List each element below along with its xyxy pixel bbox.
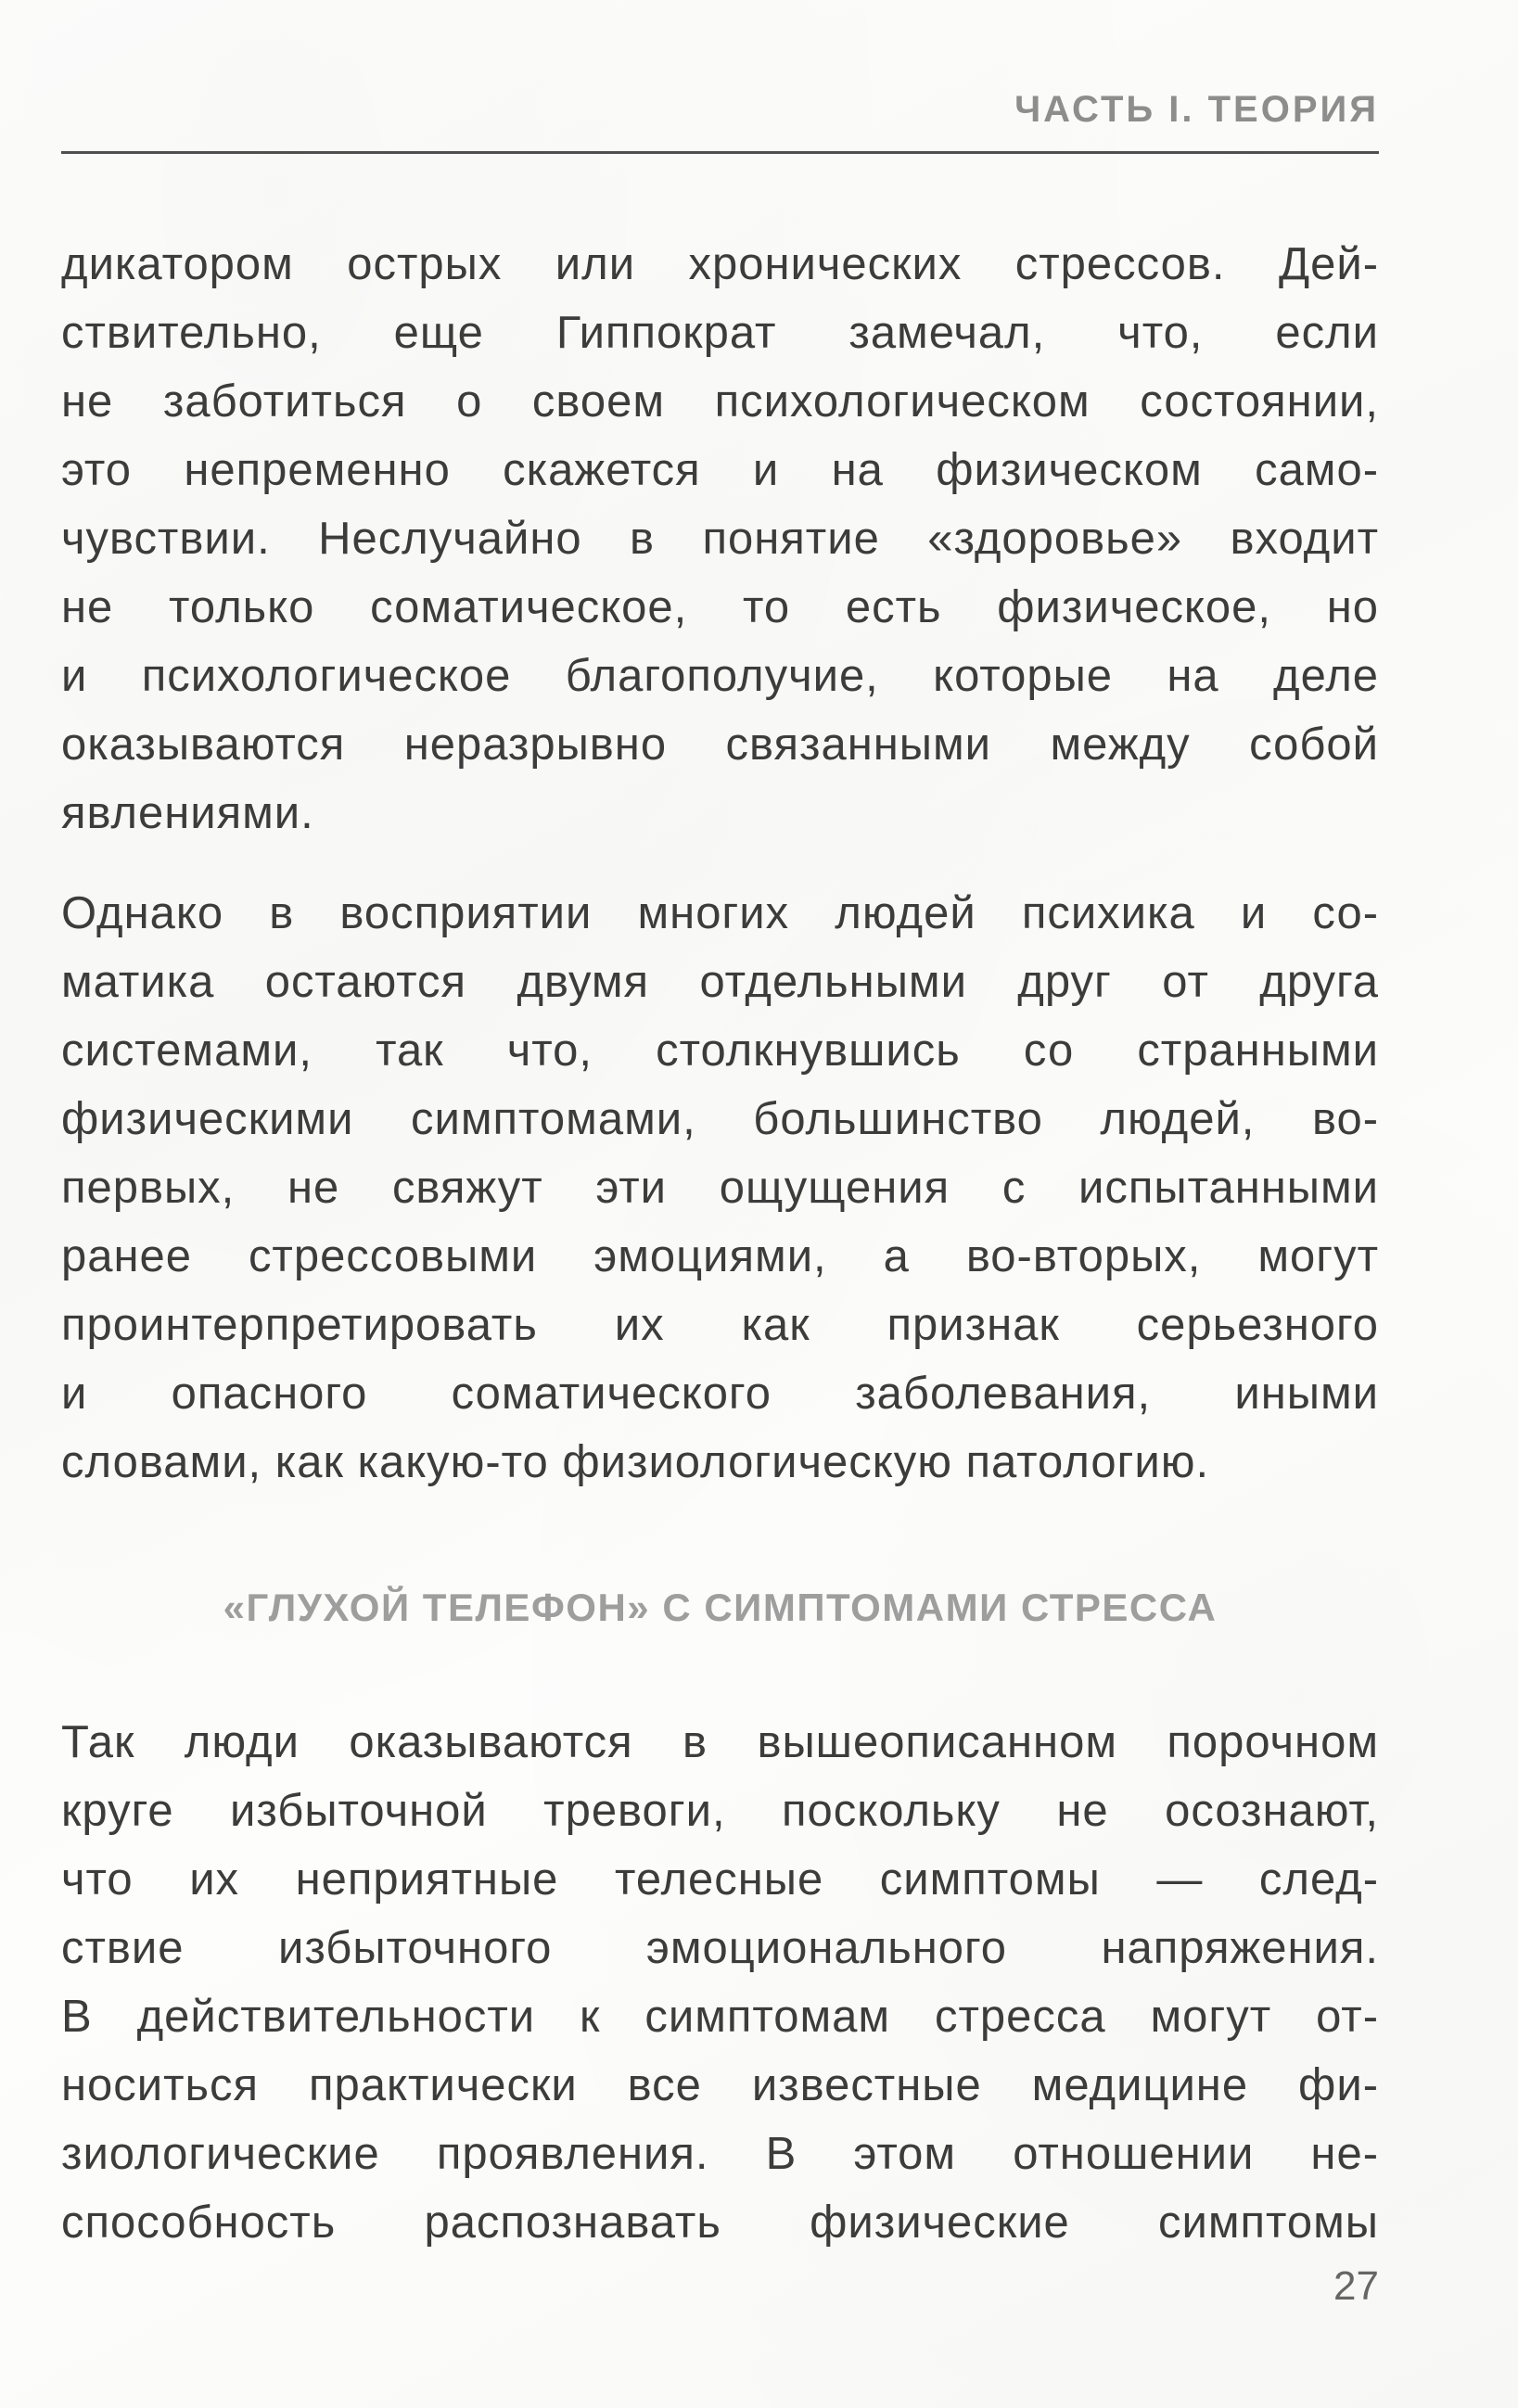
paragraph: [61, 230, 1379, 847]
text-line: не заботиться о своем психологическом состоянии,: [61, 376, 1379, 427]
text-line: и опасного соматического заболевания, иными: [61, 1369, 1379, 1419]
text-line: круге избыточной тревоги, поскольку не осознают,: [61, 1786, 1379, 1836]
running-header: [61, 89, 1379, 154]
text-line: проинтерпретировать их как признак серьезного: [61, 1300, 1379, 1350]
text-line: что их неприятные телесные симптомы — след-: [61, 1854, 1379, 1905]
text-line: не только соматическое, то есть физическое, но: [61, 582, 1379, 632]
running-header-title: ЧАСТЬ I. ТЕОРИЯ: [1014, 89, 1379, 130]
text-line: ствительно, еще Гиппократ замечал, что, если: [61, 308, 1379, 358]
text-line: Однако в восприятии многих людей психика и со-: [61, 888, 1379, 938]
text-line: дикатором острых или хронических стрессов. Дей-: [61, 239, 1379, 289]
text-line: ствие избыточного эмоционального напряжения.: [61, 1923, 1379, 1973]
text-line: первых, не свяжут эти ощущения с испытанными: [61, 1163, 1379, 1213]
text-line: явлениями.: [61, 788, 314, 838]
text-line: чувствии. Неслучайно в понятие «здоровье» входит: [61, 514, 1379, 564]
paragraph: [61, 879, 1379, 1497]
section-heading: «ГЛУХОЙ ТЕЛЕФОН» С СИМПТОМАМИ СТРЕССА: [223, 1586, 1218, 1629]
text-line: способность распознавать физические симптомы: [61, 2198, 1379, 2248]
text-line: В действительности к симптомам стресса могут от-: [61, 1992, 1379, 2042]
text-line: словами, как какую-то физиологическую патологию.: [61, 1437, 1210, 1487]
page-body: [61, 230, 1379, 2257]
header-divider: [61, 151, 1379, 154]
text-line: это непременно скажется и на физическом само-: [61, 445, 1379, 495]
text-line: оказываются неразрывно связанными между собой: [61, 720, 1379, 770]
text-line: зиологические проявления. В этом отношении не-: [61, 2129, 1379, 2179]
text-line: и психологическое благополучие, которые на деле: [61, 651, 1379, 701]
text-line: носиться практически все известные медицине фи-: [61, 2060, 1379, 2110]
paragraph: [61, 1708, 1379, 2257]
page-number: 27: [1333, 2263, 1379, 2309]
text-line: ранее стрессовыми эмоциями, а во-вторых, могут: [61, 1231, 1379, 1281]
text-line: Так люди оказываются в вышеописанном порочном: [61, 1717, 1379, 1767]
text-line: системами, так что, столкнувшись со странными: [61, 1026, 1379, 1076]
text-line: матика остаются двумя отдельными друг от друга: [61, 957, 1379, 1007]
text-line: физическими симптомами, большинство людей, во-: [61, 1094, 1379, 1144]
